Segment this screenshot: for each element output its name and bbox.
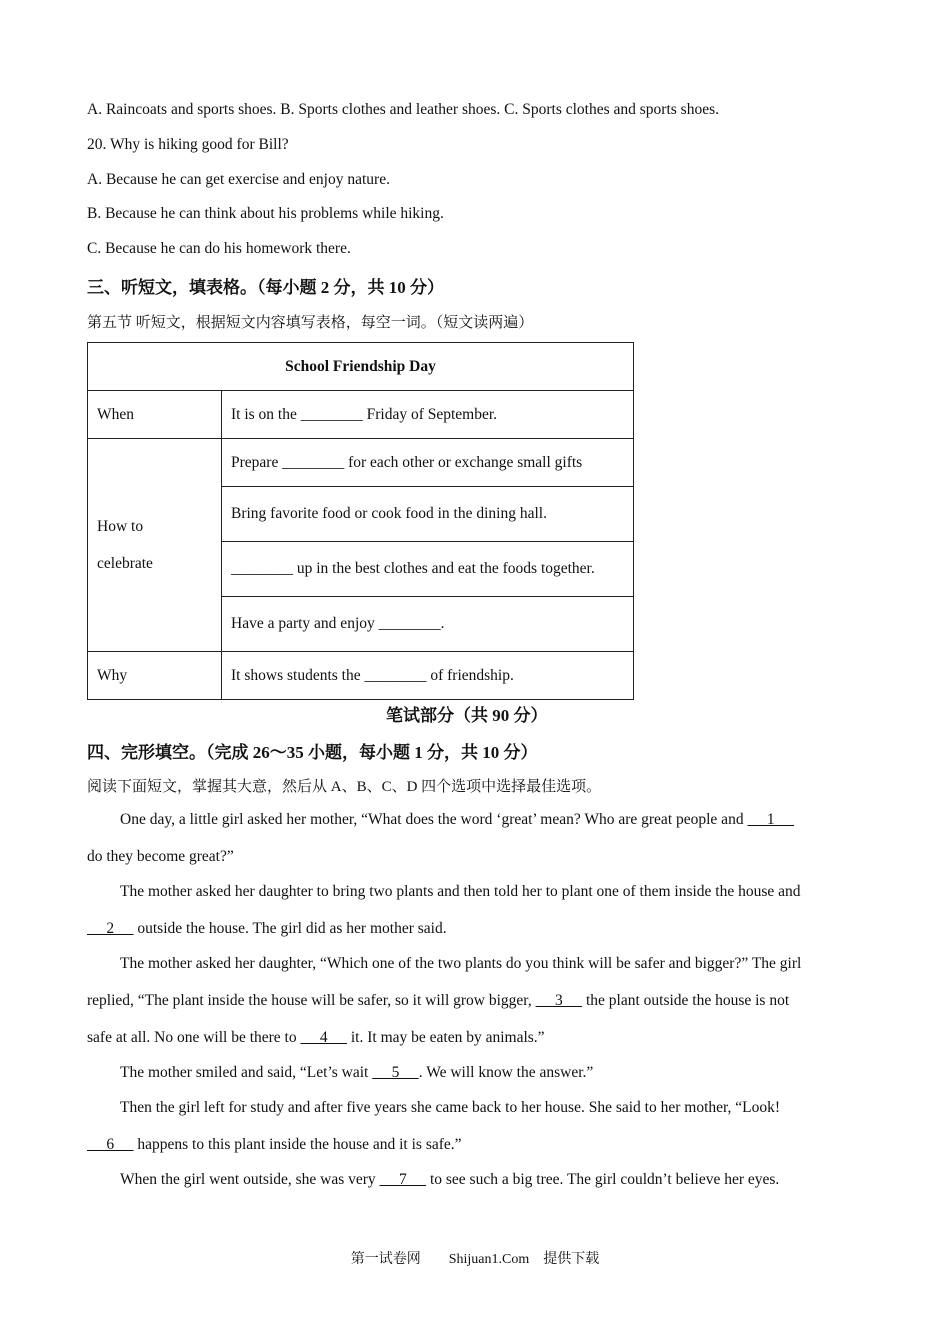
- section4-heading: 四、完形填空。（完成 26～35 小题，每小题 1 分，共 10 分）: [87, 743, 538, 762]
- why-text: It shows students the ________ of friendship.: [222, 652, 634, 700]
- blank-4: 4: [300, 1029, 347, 1046]
- written-part-heading: 笔试部分（共 90 分）: [386, 706, 548, 725]
- passage-line: 6 happens to this plant inside the house and it is safe.”: [87, 1136, 462, 1153]
- blank-3: 3: [535, 992, 583, 1009]
- blank-7: 7: [379, 1171, 427, 1188]
- how-item-3: ________ up in the best clothes and eat the foods together.: [222, 542, 634, 597]
- section3-heading: 三、听短文，填表格。（每小题 2 分，共 10 分）: [87, 278, 444, 297]
- why-label: Why: [88, 652, 222, 700]
- q20-option-c: C. Because he can do his homework there.: [87, 240, 351, 257]
- q19-options: A. Raincoats and sports shoes. B. Sports clothes and leather shoes. C. Sports clothes and sports shoes.: [87, 101, 719, 118]
- blank-5: 5: [372, 1064, 419, 1081]
- passage-line: The mother asked her daughter to bring two plants and then told her to plant one of them inside the house and: [120, 883, 801, 900]
- how-item-2: Bring favorite food or cook food in the dining hall.: [222, 487, 634, 542]
- when-label: When: [88, 391, 222, 439]
- passage-line: safe at all. No one will be there to 4 it. It may be eaten by animals.”: [87, 1029, 545, 1046]
- how-to-celebrate-label: How to celebrate: [88, 439, 222, 652]
- section3-instruction: 第五节 听短文，根据短文内容填写表格，每空一词。（短文读两遍）: [87, 315, 534, 331]
- page-footer: 第一试卷网 Shijuan1.Com 提供下载: [350, 1252, 600, 1267]
- passage-line: The mother smiled and said, “Let’s wait 5 . We will know the answer.”: [120, 1064, 594, 1081]
- table-title: School Friendship Day: [88, 343, 634, 391]
- passage-line: do they become great?”: [87, 848, 234, 865]
- q20-option-b: B. Because he can think about his problems while hiking.: [87, 205, 444, 222]
- blank-6: 6: [87, 1136, 134, 1153]
- friendship-day-table: [87, 342, 634, 700]
- when-text: It is on the ________ Friday of September.: [222, 391, 634, 439]
- passage-line: The mother asked her daughter, “Which one of the two plants do you think will be safer and bigger?” The girl: [120, 955, 802, 972]
- blank-1: 1: [747, 811, 794, 828]
- passage-line: One day, a little girl asked her mother, “What does the word ‘great’ mean? Who are great people and 1: [120, 811, 794, 828]
- how-item-1: Prepare ________ for each other or exchange small gifts: [222, 439, 634, 487]
- blank-2: 2: [87, 920, 134, 937]
- passage-line: When the girl went outside, she was very 7 to see such a big tree. The girl couldn’t believe her eyes.: [120, 1171, 780, 1188]
- passage-line: 2 outside the house. The girl did as her mother said.: [87, 920, 447, 937]
- passage-line: replied, “The plant inside the house will be safer, so it will grow bigger, 3 the plant outside the house is not: [87, 992, 790, 1009]
- passage-line: Then the girl left for study and after five years she came back to her house. She said to her mother, “Look!: [120, 1099, 781, 1116]
- how-item-4: Have a party and enjoy ________.: [222, 597, 634, 652]
- q20-question: 20. Why is hiking good for Bill?: [87, 136, 289, 153]
- section4-instruction: 阅读下面短文，掌握其大意，然后从 A、B、C、D 四个选项中选择最佳选项。: [87, 779, 602, 795]
- q20-option-a: A. Because he can get exercise and enjoy nature.: [87, 171, 390, 188]
